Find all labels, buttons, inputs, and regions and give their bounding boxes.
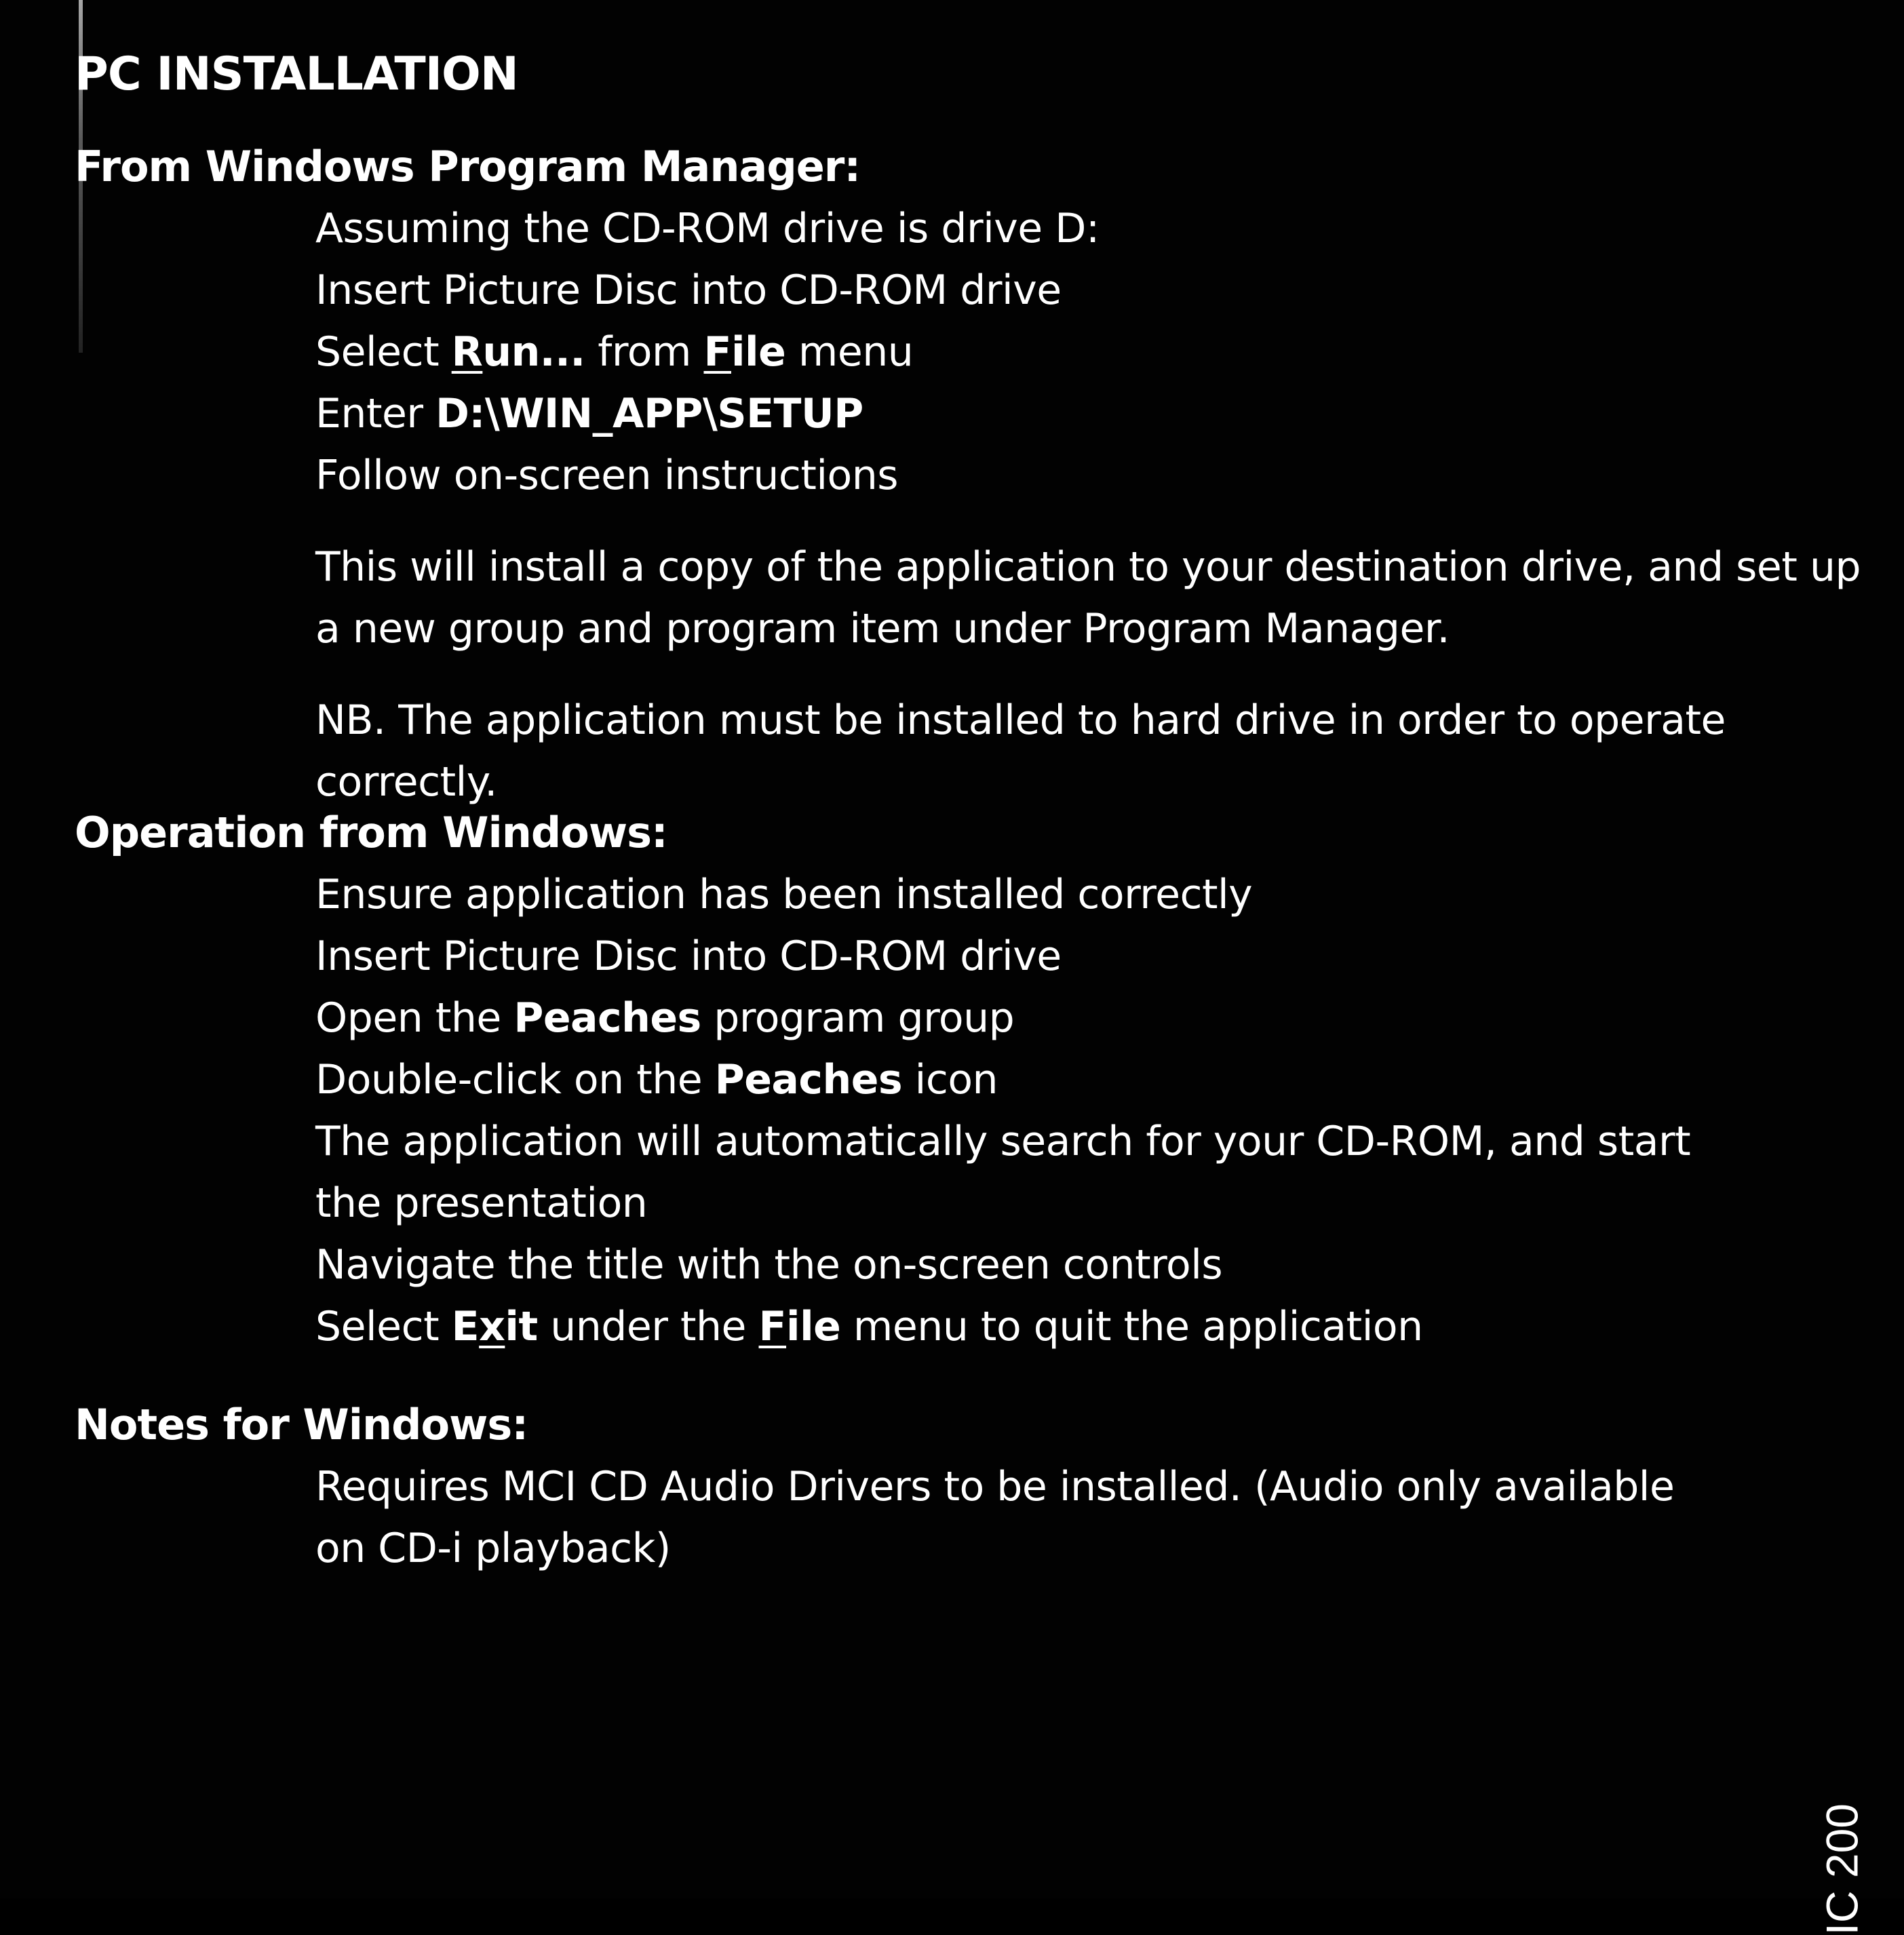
file-rest: ile: [786, 1303, 841, 1350]
file-menu-name: [703, 328, 785, 376]
install-step-1: Assuming the CD-ROM drive is drive D:: [315, 205, 1100, 252]
setup-command: D:\WIN_APP\SETUP: [435, 390, 863, 437]
operation-step-5a: The application will automatically search for your CD-ROM, and start: [315, 1118, 1691, 1165]
install-description: [315, 536, 1862, 660]
text-fragment: Open the: [315, 994, 514, 1042]
text-fragment: menu to quit the application: [840, 1303, 1423, 1350]
install-steps: [315, 198, 1811, 507]
text-fragment: Requires MCI CD Audio Drivers to be installed. (Audio only available: [315, 1463, 1675, 1510]
text-fragment: on CD-i playback): [315, 1525, 671, 1572]
file-mnemonic: F: [758, 1303, 787, 1350]
install-section: [75, 136, 1861, 813]
notes-section: [75, 1394, 1811, 1580]
install-note: NB. The application must be installed to hard drive in order to operate correctly.: [315, 697, 1726, 806]
operation-heading: Operation from Windows:: [75, 808, 667, 857]
install-step-3: [315, 321, 1811, 383]
exit-part: it: [505, 1303, 538, 1350]
text-fragment: from: [585, 328, 704, 376]
exit-part: E: [451, 1303, 480, 1350]
text-fragment: This will install a copy of the application to your destination drive, and set up: [315, 543, 1861, 591]
file-menu-name: [759, 1303, 841, 1350]
notes-text: [315, 1456, 1781, 1580]
operation-steps: [315, 864, 1811, 1358]
text-fragment: icon: [902, 1056, 998, 1103]
text-fragment: menu: [785, 328, 914, 376]
install-heading: From Windows Program Manager:: [75, 142, 861, 191]
text-fragment: Enter: [315, 390, 436, 437]
exit-mnemonic: x: [479, 1303, 505, 1350]
program-group-name: Peaches: [513, 994, 701, 1042]
operation-step-1: Ensure application has been installed correctly: [315, 871, 1253, 918]
catalog-code: IC 200: [1816, 1803, 1867, 1935]
operation-section: [75, 802, 1811, 1358]
page-title: PC INSTALLATION: [75, 47, 518, 101]
file-rest: ile: [731, 328, 786, 376]
run-mnemonic: R: [451, 328, 483, 376]
operation-step-6: Navigate the title with the on-screen controls: [315, 1241, 1223, 1289]
operation-step-5b: the presentation: [315, 1179, 648, 1227]
install-step-2: Insert Picture Disc into CD-ROM drive: [315, 267, 1062, 314]
run-menu-item: [452, 328, 585, 376]
operation-step-2: Insert Picture Disc into CD-ROM drive: [315, 933, 1062, 980]
text-fragment: program group: [701, 994, 1015, 1042]
operation-step-4: [315, 1049, 1811, 1111]
operation-step-7: [315, 1296, 1811, 1358]
file-mnemonic: F: [703, 328, 731, 376]
program-icon-name: Peaches: [714, 1056, 903, 1103]
text-fragment: Double-click on the: [315, 1056, 715, 1103]
text-fragment: under the: [537, 1303, 759, 1350]
notes-heading: Notes for Windows:: [75, 1400, 528, 1449]
install-step-4: [315, 383, 1811, 445]
text-fragment: a new group and program item under Program Manager.: [315, 605, 1450, 652]
text-fragment: Select: [315, 1303, 452, 1350]
exit-menu-item: [452, 1303, 538, 1350]
text-fragment: Select: [315, 328, 452, 376]
install-step-5: Follow on-screen instructions: [315, 452, 899, 499]
run-rest: un...: [482, 328, 585, 376]
operation-step-3: [315, 988, 1811, 1049]
